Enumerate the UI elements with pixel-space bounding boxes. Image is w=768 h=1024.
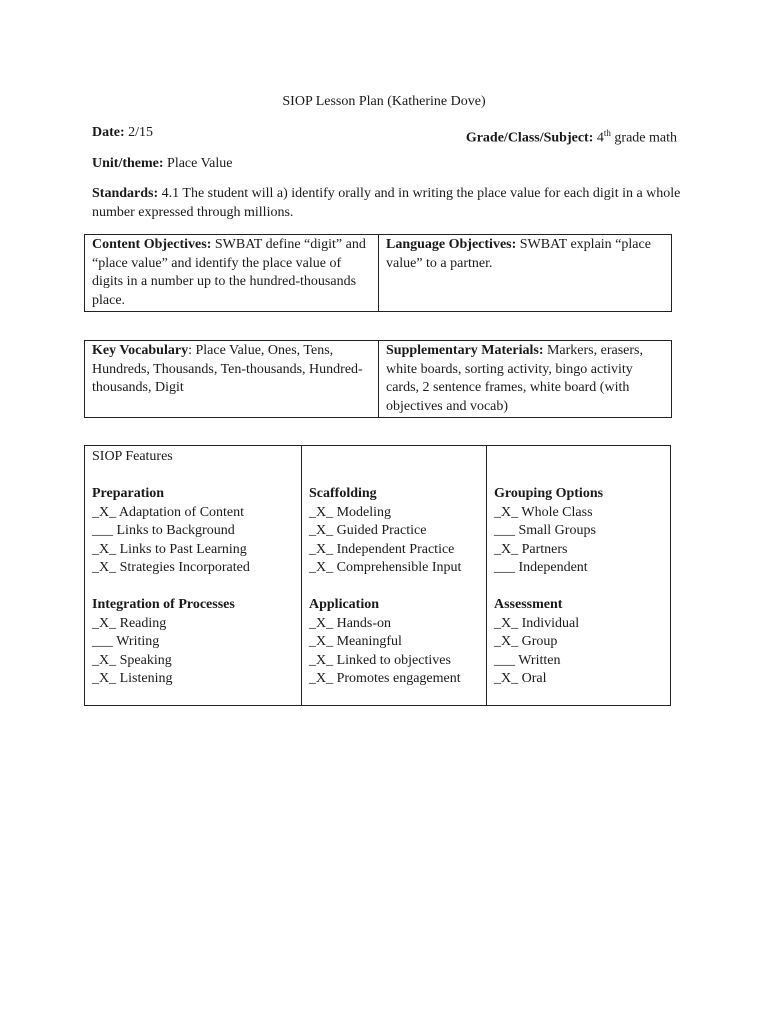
language-objectives-label: Language Objectives: [386, 237, 517, 252]
grade-value-number: 4 [596, 130, 604, 146]
unit-line [92, 155, 233, 173]
date-label: Date: [92, 125, 125, 140]
grade-value-superscript: th [603, 128, 611, 138]
feature-item: _X_ Modeling [309, 504, 392, 520]
features-heading: SIOP Features [92, 449, 173, 464]
page-title: SIOP Lesson Plan (Katherine Dove) [282, 94, 486, 109]
feature-item: _X_ Guided Practice [309, 523, 427, 538]
standards-line [92, 184, 682, 222]
grade-label: Grade/Class/Subject: [465, 130, 594, 146]
supplementary-materials-label: Supplementary Materials: [386, 343, 544, 358]
language-objectives-text: SWBAT explain “place value” to a partner. [386, 237, 651, 271]
grouping-options-list [494, 504, 664, 578]
feature-item: _X_ Group [494, 634, 558, 649]
scaffolding-list [309, 504, 480, 578]
standards-label: Standards: [92, 186, 159, 201]
feature-item: ___ Writing [92, 634, 160, 649]
unit-label: Unit/theme: [92, 156, 164, 171]
date-value: 2/15 [128, 125, 154, 140]
feature-item: _X_ Adaptation of Content [92, 504, 245, 520]
materials-table [84, 340, 672, 418]
siop-features-table [84, 445, 671, 706]
preparation-list [92, 504, 295, 578]
feature-item: _X_ Meaningful [309, 634, 402, 649]
feature-item: _X_ Listening [92, 671, 173, 686]
content-objectives-label: Content Objectives: [92, 237, 212, 252]
key-vocabulary-label: Key Vocabulary [92, 343, 189, 358]
preparation-heading: Preparation [92, 486, 165, 501]
supplementary-materials-text: Markers, erasers, white boards, sorting activity, bingo activity cards, 2 sentence frames, white board (with objectives and vocab) [386, 343, 643, 414]
assessment-list [494, 615, 664, 689]
feature-item: ___ Links to Background [92, 523, 235, 538]
content-objectives-text: SWBAT define “digit” and “place value” and identify the place value of digits in a number up to the hundred-thousands place. [92, 237, 366, 308]
assessment-heading: Assessment [494, 597, 563, 612]
application-heading: Application [309, 597, 380, 612]
feature-item: _X_ Strategies Incorporated [92, 560, 250, 575]
language-objectives-cell [379, 235, 672, 312]
objectives-table [84, 234, 672, 312]
feature-item: _X_ Individual [494, 615, 580, 631]
feature-item: _X_ Links to Past Learning [92, 541, 247, 557]
feature-item: _X_ Reading [92, 615, 167, 631]
features-column-3 [487, 446, 671, 706]
features-column-1 [85, 446, 302, 706]
grade-line [466, 124, 677, 148]
feature-item: _X_ Linked to objectives [309, 652, 451, 668]
scaffolding-heading: Scaffolding [309, 486, 377, 501]
feature-item: _X_ Speaking [92, 652, 172, 668]
feature-item: _X_ Partners [494, 541, 568, 557]
key-vocabulary-text: : Place Value, Ones, Tens, Hundreds, Thousands, Ten-thousands, Hundred-thousands, Digit [92, 343, 363, 395]
application-list [309, 615, 480, 689]
grouping-options-heading: Grouping Options [494, 486, 604, 501]
key-vocabulary-cell [85, 341, 379, 418]
date-line [92, 124, 153, 142]
feature-item: ___ Independent [494, 560, 588, 575]
grade-value-rest: grade math [614, 130, 677, 146]
unit-value: Place Value [167, 156, 233, 171]
supplementary-materials-cell [379, 341, 672, 418]
feature-item: _X_ Comprehensible Input [309, 560, 462, 575]
integration-of-processes-list [92, 615, 295, 689]
feature-item: _X_ Independent Practice [309, 541, 455, 557]
standards-value: 4.1 The student will a) identify orally and in writing the place value for each digit in a whole number expressed through millions. [92, 186, 681, 220]
integration-of-processes-heading: Integration of Processes [92, 597, 235, 612]
feature-item: ___ Small Groups [494, 523, 596, 538]
feature-item: _X_ Whole Class [494, 504, 593, 520]
features-column-2 [302, 446, 487, 706]
feature-item: _X_ Promotes engagement [309, 671, 461, 686]
feature-item: _X_ Hands-on [309, 615, 392, 631]
content-objectives-cell [85, 235, 379, 312]
feature-item: ___ Written [494, 652, 561, 668]
feature-item: _X_ Oral [494, 671, 547, 686]
